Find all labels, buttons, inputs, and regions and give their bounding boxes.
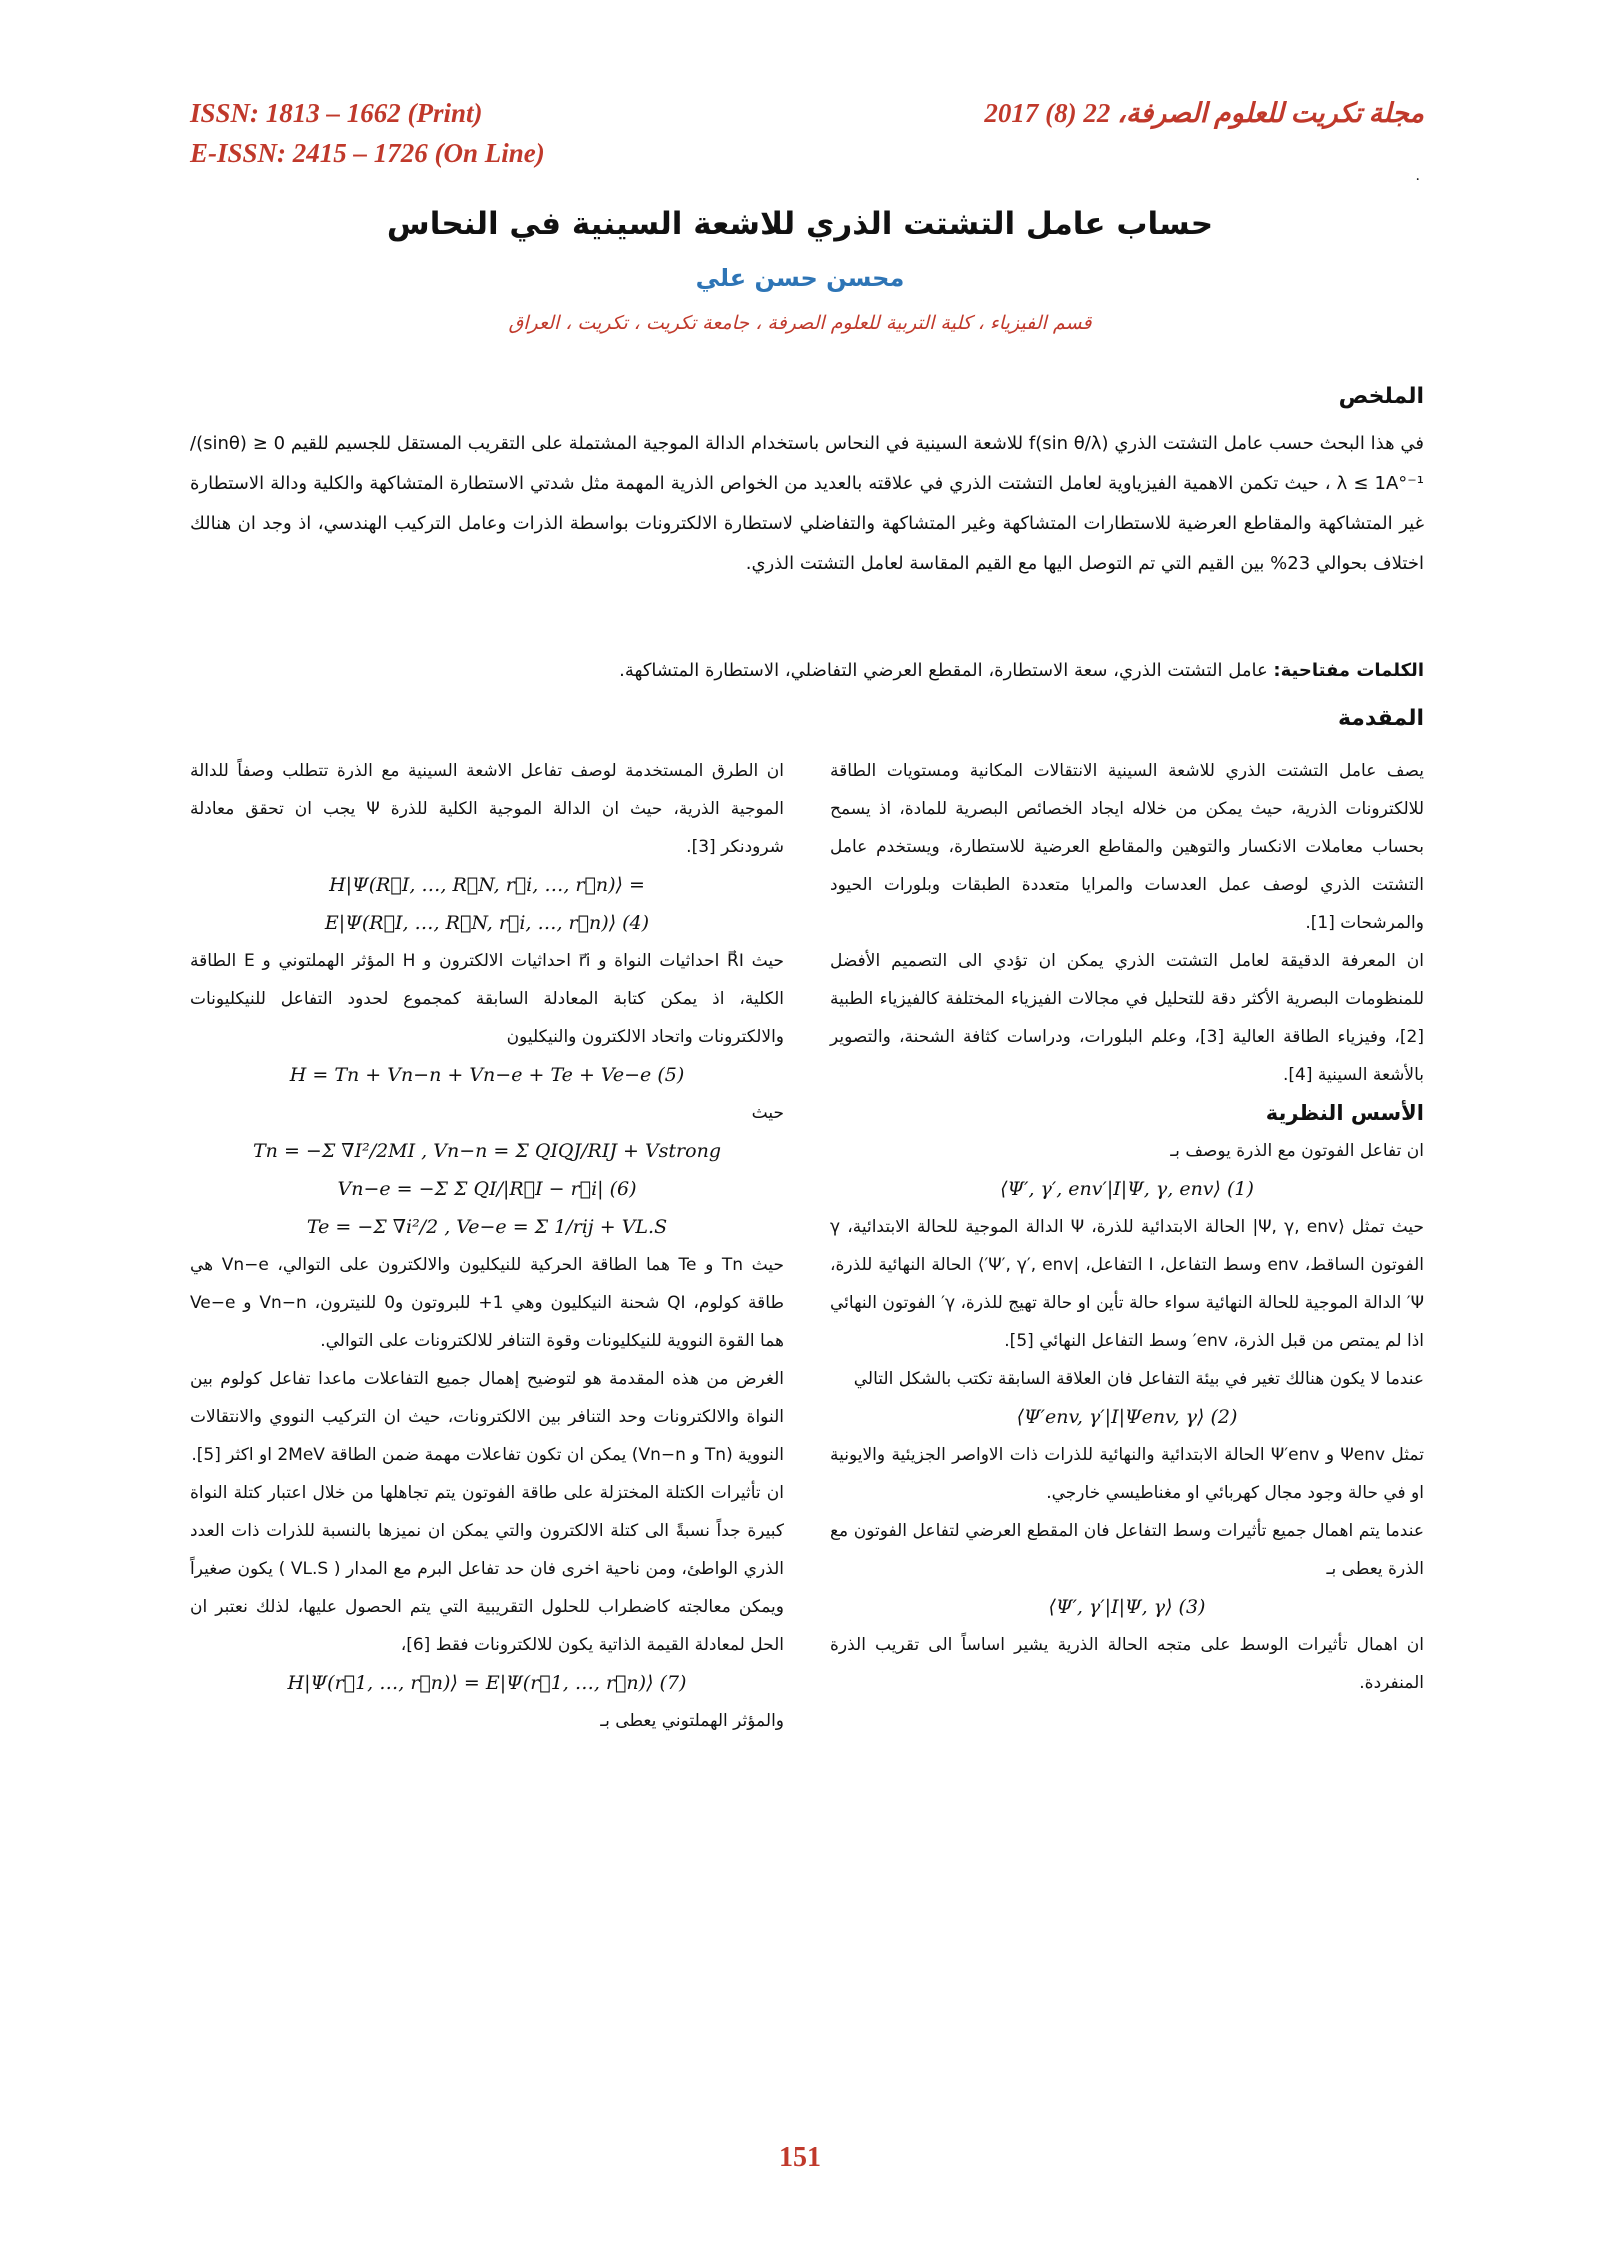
paragraph: ان الطرق المستخدمة لوصف تفاعل الاشعة السينية مع الذرة تتطلب وصفاً للدالة الموجية الذرية، حيث ان الدالة الموجية الكلية للذرة Ψ يجب ان تحقق معادلة شرودنكر [3]. [190,761,784,857]
theory-heading: الأسس النظرية [1265,1101,1424,1125]
equation-7: H|Ψ(r⃗1, …, r⃗n)⟩ = E|Ψ(r⃗1, …, r⃗n)⟩ (7) [287,1672,687,1694]
equation-6b: Vn−e = −Σ Σ QI/|R⃗I − r⃗i| (6) [337,1178,637,1200]
paragraph: عندما لا يكون هنالك تغير في بيئة التفاعل فان العلاقة السابقة تكتب بالشكل التالي [853,1369,1424,1389]
equation-5: H = Tn + Vn−n + Vn−e + Te + Ve−e (5) [289,1064,685,1086]
paragraph: ان اهمال تأثيرات الوسط على متجه الحالة الذرية يشير اساساً الى تقريب الذرة المنفردة. [830,1635,1424,1693]
equation-6a: Tn = −Σ ∇I²/2MI , Vn−n = Σ QIQJ/RIJ + Vstrong [253,1140,721,1162]
paragraph: يصف عامل التشتت الذري للاشعة السينية الانتقالات المكانية ومستويات الطاقة للالكترونات الذرية، حيث يمكن من خلاله ايجاد الخصائص البصرية للمادة، اذ يسمح بحساب معاملات الانكسار والتوهين والمقاطع العرضية للاستطارة، ويستخدم عامل التشتت الذري لوصف عمل العدسات والمرايا متعددة الطبقات وبلورات الحيود والمرشحات [1]. [830,761,1424,933]
paragraph: تمثل Ψenv و Ψ′env الحالة الابتدائية والنهائية للذرات ذات الاواصر الجزيئية والايونية او في حالة وجود مجال كهربائي او مغناطيسي خارجي. [830,1445,1424,1503]
journal-reference: مجلة تكريت للعلوم الصرفة، 22 (8) 2017 [984,98,1424,128]
equation-2: ⟨Ψ′env, γ′|I|Ψenv, γ⟩ (2) [1016,1406,1238,1428]
affiliation: قسم الفيزياء ، كلية التربية للعلوم الصرفة ، جامعة تكريت ، تكريت ، العراق [508,312,1092,334]
equation-3: ⟨Ψ′, γ′|I|Ψ, γ⟩ (3) [1048,1596,1206,1618]
keywords-text: عامل التشتت الذري، سعة الاستطارة، المقطع العرضي التفاضلي، الاستطارة المتشاكهة. [619,660,1274,681]
paragraph: ان تأثيرات الكتلة المختزلة على طاقة الفوتون يتم تجاهلها من خلال اعتبار كتلة النواة كبيرة جداً نسبةً الى كتلة الالكترون والتي يمكن ان نميزها بالنسبة للذرات ذات العدد الذري الواطئ، ومن ناحية اخرى فان حد تفاعل البرم مع المدار ( VL.S ) يكون صغيراً ويمكن معالجته كاضطراب للحلول التقريبية التي يتم الحصول عليها، لذلك نعتبر ان الحل لمعادلة القيمة الذاتية يكون للالكترونات فقط [6]، [190,1483,784,1655]
paragraph: ان المعرفة الدقيقة لعامل التشتت الذري يمكن ان تؤدي الى التصميم الأفضل للمنظومات البصرية الأكثر دقة للتحليل في مجالات الفيزياء المختلفة كالفيزياء الطبية [2]، وفيزياء الطاقة العالية [3]، وعلم البلورات، ودراسات كثافة الشحنة، والتصوير بالأشعة السينية [4]. [830,951,1425,1085]
left-column [190,752,784,1740]
issn-print: ISSN: 1813 – 1662 (Print) [190,98,483,128]
equation-4a: H|Ψ(R⃗I, …, R⃗N, r⃗i, …, r⃗n)⟩ = [329,874,645,896]
paper-title: حساب عامل التشتت الذري للاشعة السينية في النحاس [386,206,1214,242]
issn-online: E-ISSN: 2415 – 1726 (On Line) [190,138,545,168]
right-column [830,752,1424,1702]
paragraph: حيث Tn و Te هما الطاقة الحركية للنيكليون والالكترون على التوالي، Vn−e هي طاقة كولوم، QI شحنة النيكليون وهي 1+ للبروتون و0 للنيترون، Vn−n و Ve−e هما القوة النووية للنيكليونات وقوة التنافر للالكترونات على التوالي. [190,1255,784,1351]
paragraph: عندما يتم اهمال جميع تأثيرات وسط التفاعل فان المقطع العرضي لتفاعل الفوتون مع الذرة يعطى بـ [830,1521,1424,1579]
paragraph: والمؤثر الهملتوني يعطى بـ [600,1711,784,1731]
paragraph: حيث R⃗I احداثيات النواة و r⃗i احداثيات الالكترون و H المؤثر الهملتوني و E الطاقة الكلية، اذ يمكن كتابة المعادلة السابقة كمجموع لحدود التفاعل للنيكليونات والالكترونات واتحاد الالكترون والنيكليون [190,951,784,1047]
page-number: 151 [779,2142,821,2173]
keywords-label: الكلمات مفتاحية: [1273,660,1424,681]
equation-6c: Te = −Σ ∇i²/2 , Ve−e = Σ 1/rij + VL.S [306,1216,668,1238]
paragraph: حيث [751,1103,784,1123]
paragraph: حيث تمثل ⟨Ψ, γ, env| الحالة الابتدائية للذرة، Ψ الدالة الموجية للحالة الابتدائية، γ الفوتون الساقط، env وسط التفاعل، I التفاعل، |Ψ′, γ′, env′⟩ الحالة النهائية للذرة، Ψ′ الدالة الموجية للحالة النهائية سواء حالة تأين او حالة تهيج للذرة، γ′ الفوتون النهائي اذا لم يمتص من قبل الذرة، env′ وسط التفاعل النهائي [5]. [830,1217,1425,1351]
keywords [190,656,1424,686]
abstract-text: في هذا البحث حسب عامل التشتت الذري f(sin θ/λ) للاشعة السينية في النحاس باستخدام الدالة الموجية المشتملة على التقريب المستقل للجسيم للقيم 0 ≤ (sinθ)/λ ≤ 1A°⁻¹ ، حيث تكمن الاهمية الفيزياوية لعامل التشتت الذري في علاقته بالعديد من الخواص الذرية المهمة مثل شدتي الاستطارة المتشاكهة والكلية ودالة الاستطارة غير المتشاكهة والمقاطع العرضية للاستطارات المتشاكهة وغير المتشاكهة والتفاضلي لاستطارة الالكترونات بواسطة الذرات وعامل التركيب الهندسي، اذ وجد ان هنالك اختلاف بحوالي 23% بين القيم التي تم التوصل اليها مع القيم المقاسة لعامل التشتت الذري. [190,433,1424,574]
paragraph: ان تفاعل الفوتون مع الذرة يوصف بـ [1170,1141,1424,1161]
introduction-heading: المقدمة [1337,706,1424,731]
author-name: محسن حسن علي [695,264,905,292]
equation-1: ⟨Ψ′, γ′, env′|I|Ψ, γ, env⟩ (1) [1000,1178,1254,1200]
equation-4b: E|Ψ(R⃗I, …, R⃗N, r⃗i, …, r⃗n)⟩ (4) [324,912,650,934]
abstract-heading: الملخص [1338,384,1424,409]
header-mark: . [1415,168,1420,184]
paragraph: الغرض من هذه المقدمة هو لتوضيح إهمال جميع التفاعلات ماعدا تفاعل كولوم بين النواة والالكترونات وحد التنافر بين الالكترونات، حيث ان التركيب النووي والانتقالات النووية (Tn و Vn−n) يمكن ان تكون تفاعلات مهمة ضمن الطاقة 2MeV او اكثر [5]. [190,1369,784,1465]
